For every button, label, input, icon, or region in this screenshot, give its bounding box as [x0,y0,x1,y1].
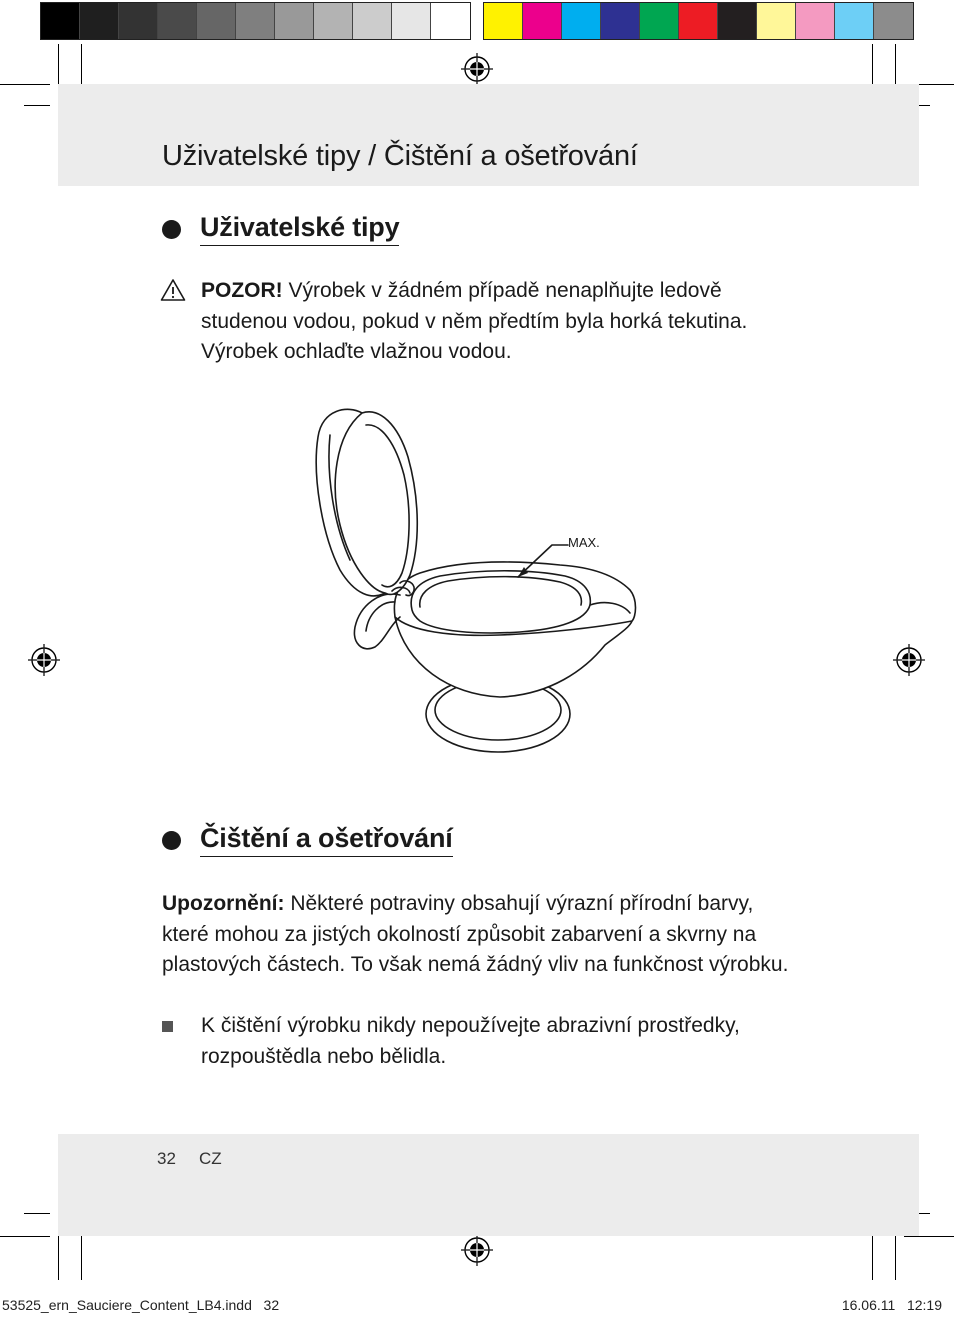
crop-mark [904,1236,954,1237]
warning-line3: Výrobek ochlaďte vlažnou vodou. [201,340,512,363]
notice-text [162,889,788,981]
warning-triangle-icon [160,278,186,302]
color-swatch [275,3,314,39]
color-swatch [796,3,835,39]
color-swatch [718,3,757,39]
crop-mark [58,1230,59,1280]
color-swatch [353,3,392,39]
section-heading-cleaning [162,823,453,857]
heading-bullet-icon [162,831,181,850]
max-label: MAX. [568,535,600,550]
slug-date: 16.06.11 12:19 [841,1297,942,1313]
color-swatch [236,3,275,39]
color-swatch [640,3,679,39]
notice-line2: které mohou za jistých okolností způsobit zabarvení a skvrny na [162,922,757,946]
crop-mark [24,1213,50,1214]
crop-mark [81,1230,82,1280]
crop-mark [0,84,50,85]
heading-bullet-icon [162,220,181,239]
crop-mark [872,1230,873,1280]
warning-text [201,276,747,368]
color-swatch [80,3,119,39]
color-swatch [158,3,197,39]
slug-file: 53525_ern_Sauciere_Content_LB4.indd 32 [2,1297,280,1313]
notice-label: Upozornění: [162,892,285,915]
section-heading-tips-text: Uživatelské tipy [200,212,399,246]
color-swatch [601,3,640,39]
color-swatch [392,3,431,39]
color-swatch [757,3,796,39]
warning-line2: studenou vodou, pokud v něm předtím byla horká tekutina. [201,309,748,333]
bullet-line2: rozpouštědla nebo bělidla. [201,1044,447,1068]
section-heading-tips [162,212,399,246]
notice-line1: Některé potraviny obsahují výrazní přírodní barvy, [284,892,754,915]
footer-band [58,1134,919,1236]
warning-line1: Výrobek v žádném případě nenaplňujte ledově [282,279,722,302]
notice-line3: plastových částech. To však nemá žádný vliv na funkčnost výrobku. [162,953,789,976]
crop-mark [0,1236,50,1237]
language-code: CZ [199,1149,222,1168]
registration-mark-icon [893,644,925,676]
crop-mark [24,105,50,106]
color-swatch [523,3,562,39]
page-number: 32 [157,1149,176,1168]
notice-line [162,889,788,920]
warning-line [201,276,747,307]
color-swatch [314,3,353,39]
square-bullet-icon [162,1021,173,1032]
color-swatch [562,3,601,39]
bullet-line1: K čištění výrobku nikdy nepoužívejte abrazivní prostředky, [201,1014,740,1037]
page-title: Uživatelské tipy / Čištění a ošetřování [162,140,638,172]
bullet-text [201,1011,740,1072]
crop-mark [895,1230,896,1280]
sauce-boat-illustration [300,395,650,760]
color-swatch [874,3,913,39]
color-swatch [197,3,236,39]
color-swatch [431,3,470,39]
section-heading-cleaning-text: Čištění a ošetřování [200,823,453,857]
registration-mark-icon [28,644,60,676]
warning-label: POZOR! [201,279,283,302]
color-swatch [119,3,158,39]
color-swatch [835,3,874,39]
grayscale-color-bar [40,2,471,40]
color-swatch [679,3,718,39]
process-color-bar [483,2,914,40]
color-swatch [484,3,523,39]
color-swatch [41,3,80,39]
registration-mark-icon [461,1234,493,1266]
registration-mark-icon [461,53,493,85]
